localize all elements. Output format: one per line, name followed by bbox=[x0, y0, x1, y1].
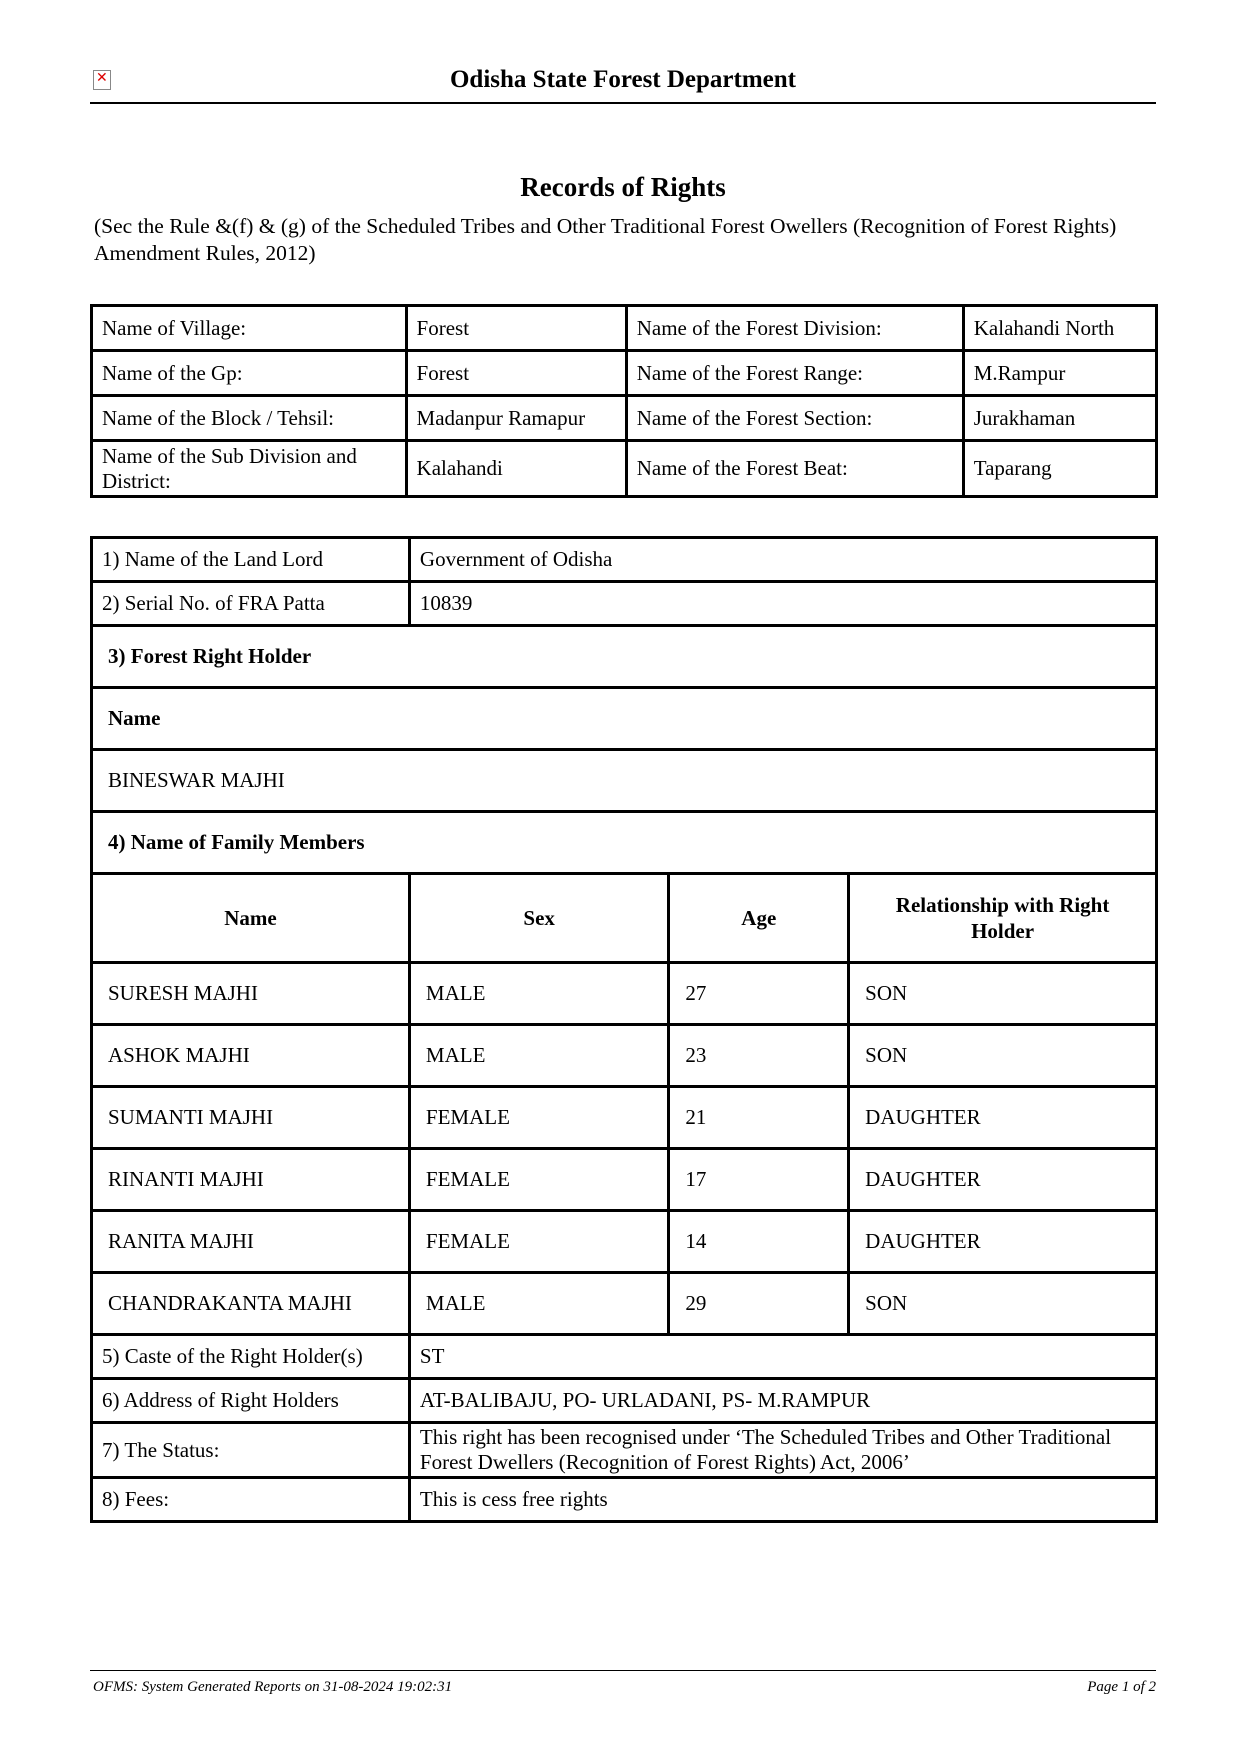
member-age: 27 bbox=[669, 963, 849, 1025]
member-relation: SON bbox=[849, 1025, 1157, 1087]
village-value: Forest bbox=[406, 306, 626, 351]
serial-label: 2) Serial No. of FRA Patta bbox=[92, 582, 410, 626]
family-member-row bbox=[92, 963, 1157, 1025]
section-row bbox=[92, 812, 1157, 874]
department-title: Odisha State Forest Department bbox=[449, 66, 797, 93]
location-row bbox=[92, 396, 1157, 441]
member-age: 21 bbox=[669, 1087, 849, 1149]
location-row bbox=[92, 441, 1157, 497]
subdivision-value: Kalahandi bbox=[406, 441, 626, 497]
caste-value: ST bbox=[409, 1335, 1156, 1379]
block-label: Name of the Block / Tehsil: bbox=[92, 396, 407, 441]
footer-divider bbox=[90, 1670, 1156, 1671]
location-table bbox=[90, 304, 1158, 498]
forest-division-value: Kalahandi North bbox=[963, 306, 1156, 351]
record-row bbox=[92, 1423, 1157, 1478]
rights-table bbox=[90, 536, 1158, 1523]
gp-value: Forest bbox=[406, 351, 626, 396]
fees-label: 8) Fees: bbox=[92, 1478, 410, 1522]
page-number: Page 1 of 2 bbox=[1087, 1679, 1156, 1695]
forest-range-value: M.Rampur bbox=[963, 351, 1156, 396]
member-sex: FEMALE bbox=[409, 1149, 669, 1211]
member-sex: MALE bbox=[409, 1025, 669, 1087]
column-header-relationship: Relationship with Right Holder bbox=[849, 874, 1157, 963]
forest-section-value: Jurakhaman bbox=[963, 396, 1156, 441]
member-age: 14 bbox=[669, 1211, 849, 1273]
location-row bbox=[92, 351, 1157, 396]
section-row bbox=[92, 688, 1157, 750]
page-title: Records of Rights bbox=[520, 172, 726, 202]
forest-division-label: Name of the Forest Division: bbox=[626, 306, 963, 351]
status-value bbox=[409, 1423, 1156, 1478]
family-member-row bbox=[92, 1273, 1157, 1335]
member-relation: DAUGHTER bbox=[849, 1211, 1157, 1273]
page-header bbox=[90, 58, 1156, 103]
column-header-name: Name bbox=[92, 874, 410, 963]
family-member-row bbox=[92, 1149, 1157, 1211]
record-row bbox=[92, 1478, 1157, 1522]
member-age: 17 bbox=[669, 1149, 849, 1211]
record-row bbox=[92, 538, 1157, 582]
member-name: SURESH MAJHI bbox=[92, 963, 410, 1025]
family-member-row bbox=[92, 1025, 1157, 1087]
village-label: Name of Village: bbox=[92, 306, 407, 351]
member-sex: MALE bbox=[409, 1273, 669, 1335]
generated-timestamp: OFMS: System Generated Reports on 31-08-2024 19:02:31 bbox=[93, 1679, 453, 1695]
header-divider bbox=[90, 102, 1156, 104]
holder-heading: 3) Forest Right Holder bbox=[92, 626, 1157, 688]
name-heading: Name bbox=[92, 688, 1157, 750]
member-relation: SON bbox=[849, 1273, 1157, 1335]
status-line: This right has been recognised under ‘The Scheduled Tribes and Other Traditional bbox=[419, 1425, 1112, 1449]
member-name: ASHOK MAJHI bbox=[92, 1025, 410, 1087]
gp-label: Name of the Gp: bbox=[92, 351, 407, 396]
column-header-sex: Sex bbox=[409, 874, 669, 963]
forest-range-label: Name of the Forest Range: bbox=[626, 351, 963, 396]
member-name: CHANDRAKANTA MAJHI bbox=[92, 1273, 410, 1335]
section-row bbox=[92, 750, 1157, 812]
record-row bbox=[92, 1335, 1157, 1379]
address-label: 6) Address of Right Holders bbox=[92, 1379, 410, 1423]
column-header-age: Age bbox=[669, 874, 849, 963]
record-row bbox=[92, 582, 1157, 626]
status-line: Forest Dwellers (Recognition of Forest Rights) Act, 2006’ bbox=[419, 1450, 910, 1474]
landlord-label: 1) Name of the Land Lord bbox=[92, 538, 410, 582]
forest-section-label: Name of the Forest Section: bbox=[626, 396, 963, 441]
holder-name: BINESWAR MAJHI bbox=[92, 750, 1157, 812]
address-value: AT-BALIBAJU, PO- URLADANI, PS- M.RAMPUR bbox=[409, 1379, 1156, 1423]
member-name: SUMANTI MAJHI bbox=[92, 1087, 410, 1149]
forest-beat-value: Taparang bbox=[963, 441, 1156, 497]
family-header-row bbox=[92, 874, 1157, 963]
record-row bbox=[92, 1379, 1157, 1423]
fees-value: This is cess free rights bbox=[409, 1478, 1156, 1522]
landlord-value: Government of Odisha bbox=[409, 538, 1156, 582]
section-row bbox=[92, 626, 1157, 688]
location-row bbox=[92, 306, 1157, 351]
forest-beat-label: Name of the Forest Beat: bbox=[626, 441, 963, 497]
block-value: Madanpur Ramapur bbox=[406, 396, 626, 441]
family-member-row bbox=[92, 1087, 1157, 1149]
member-relation: SON bbox=[849, 963, 1157, 1025]
member-relation: DAUGHTER bbox=[849, 1149, 1157, 1211]
page-subtitle: (Sec the Rule &(f) & (g) of the Scheduled Tribes and Other Traditional Forest Owellers (Recognition of Forest Rights) Amendment Rules, 2012) bbox=[94, 214, 1117, 265]
serial-value: 10839 bbox=[409, 582, 1156, 626]
subdivision-label: Name of the Sub Division and District: bbox=[92, 441, 407, 497]
member-age: 23 bbox=[669, 1025, 849, 1087]
member-relation: DAUGHTER bbox=[849, 1087, 1157, 1149]
member-name: RANITA MAJHI bbox=[92, 1211, 410, 1273]
caste-label: 5) Caste of the Right Holder(s) bbox=[92, 1335, 410, 1379]
member-age: 29 bbox=[669, 1273, 849, 1335]
member-sex: FEMALE bbox=[409, 1087, 669, 1149]
member-sex: MALE bbox=[409, 963, 669, 1025]
status-label: 7) The Status: bbox=[92, 1423, 410, 1478]
family-member-row bbox=[92, 1211, 1157, 1273]
member-name: RINANTI MAJHI bbox=[92, 1149, 410, 1211]
member-sex: FEMALE bbox=[409, 1211, 669, 1273]
family-heading: 4) Name of Family Members bbox=[92, 812, 1157, 874]
